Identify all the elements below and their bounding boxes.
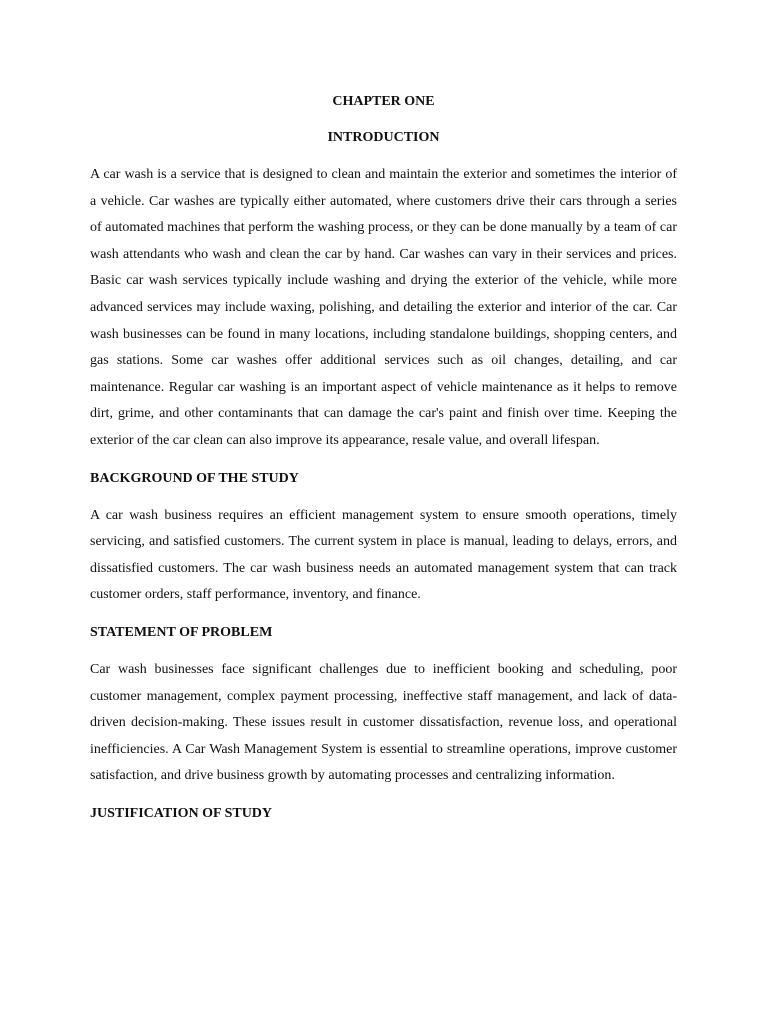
introduction-heading: INTRODUCTION (327, 130, 440, 145)
background-paragraph: A car wash business requires an efficient management system to ensure smooth operations, timely servicing, and satisfied customers. The current system in place is manual, leading to delays, errors, and dissatisfied customers. The car wash business needs an automated management system that can track customer orders, staff performance, inventory, and finance. (90, 507, 677, 603)
justification-heading: JUSTIFICATION OF STUDY (90, 805, 273, 821)
background-heading: BACKGROUND OF THE STUDY (90, 470, 299, 486)
chapter-heading: CHAPTER ONE (332, 94, 435, 109)
problem-statement-heading: STATEMENT OF PROBLEM (90, 624, 273, 640)
problem-statement-paragraph: Car wash businesses face significant challenges due to inefficient booking and scheduling, poor customer management, complex payment processing, ineffective staff management, and lack of data-driven decision-making. These issues result in customer dissatisfaction, revenue loss, and operational inefficiencies. A Car Wash Management System is essential to streamline operations, improve customer satisfaction, and drive business growth by automating processes and centralizing information. (90, 661, 677, 784)
document-page (90, 92, 677, 838)
introduction-paragraph: A car wash is a service that is designed to clean and maintain the exterior and sometimes the interior of a vehicle. Car washes are typically either automated, where customers drive their cars through a series of automated machines that perform the washing process, or they can be done manually by a team of car wash attendants who wash and clean the car by hand. Car washes can vary in their services and prices. Basic car wash services typically include washing and drying the exterior of the vehicle, while more advanced services may include waxing, polishing, and detailing the exterior and interior of the car. Car wash businesses can be found in many locations, including standalone buildings, shopping centers, and gas stations. Some car washes offer additional services such as oil changes, detailing, and car maintenance. Regular car washing is an important aspect of vehicle maintenance as it helps to remove dirt, grime, and other contaminants that can damage the car's paint and finish over time. Keeping the exterior of the car clean can also improve its appearance, resale value, and overall lifespan. (90, 167, 677, 448)
